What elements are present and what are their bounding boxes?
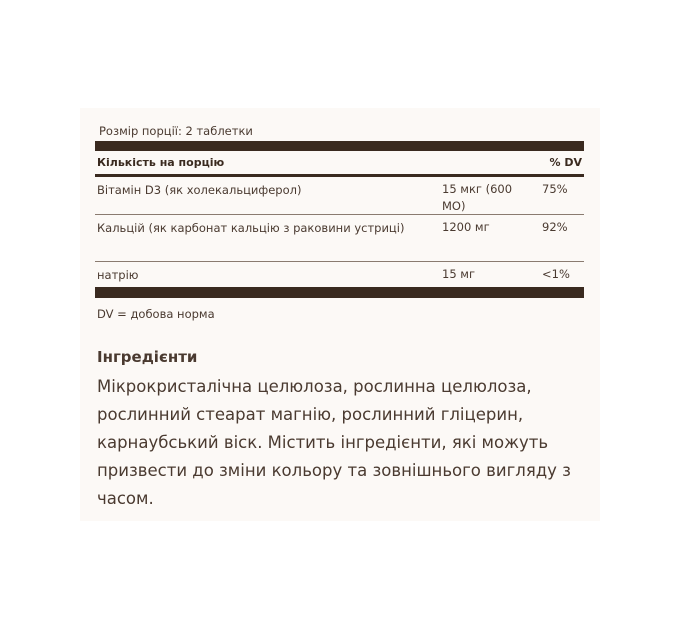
dv-footnote: DV = добова норма bbox=[97, 307, 215, 321]
nutrient-amount: 1200 мг bbox=[442, 220, 490, 234]
nutrient-name: Кальцій (як карбонат кальцію з раковини устриці) bbox=[97, 221, 405, 235]
ingredients-text: Мікрокристалічна целюлоза, рослинна целюлоза, рослинний стеарат магнію, рослинний гліцерин, карнаубський віск. Містить інгредієнти, які можуть призвести до зміни кольору та зовнішнього вигляду з часом. bbox=[97, 377, 571, 508]
supplement-facts-panel bbox=[80, 108, 600, 521]
nutrient-dv: <1% bbox=[542, 267, 570, 281]
table-row bbox=[95, 177, 584, 215]
amount-per-serving-header: Кількість на порцію bbox=[97, 156, 225, 169]
nutrient-name: натрію bbox=[97, 268, 139, 282]
nutrient-amount: 15 мкг (600 МО) bbox=[442, 182, 513, 213]
dv-header: % DV bbox=[549, 156, 582, 169]
facts-header-row bbox=[95, 151, 584, 177]
table-row bbox=[95, 262, 584, 287]
nutrient-name: Вітамін D3 (як холекальциферол) bbox=[97, 183, 302, 197]
top-rule bbox=[95, 141, 584, 151]
nutrient-dv: 92% bbox=[542, 220, 568, 234]
nutrient-dv: 75% bbox=[542, 182, 568, 196]
ingredients-title: Інгредієнти bbox=[97, 348, 198, 366]
serving-size: Розмір порції: 2 таблетки bbox=[99, 124, 253, 138]
table-row bbox=[95, 215, 584, 262]
facts-table bbox=[95, 141, 584, 298]
bottom-rule bbox=[95, 287, 584, 298]
nutrient-amount: 15 мг bbox=[442, 267, 476, 281]
